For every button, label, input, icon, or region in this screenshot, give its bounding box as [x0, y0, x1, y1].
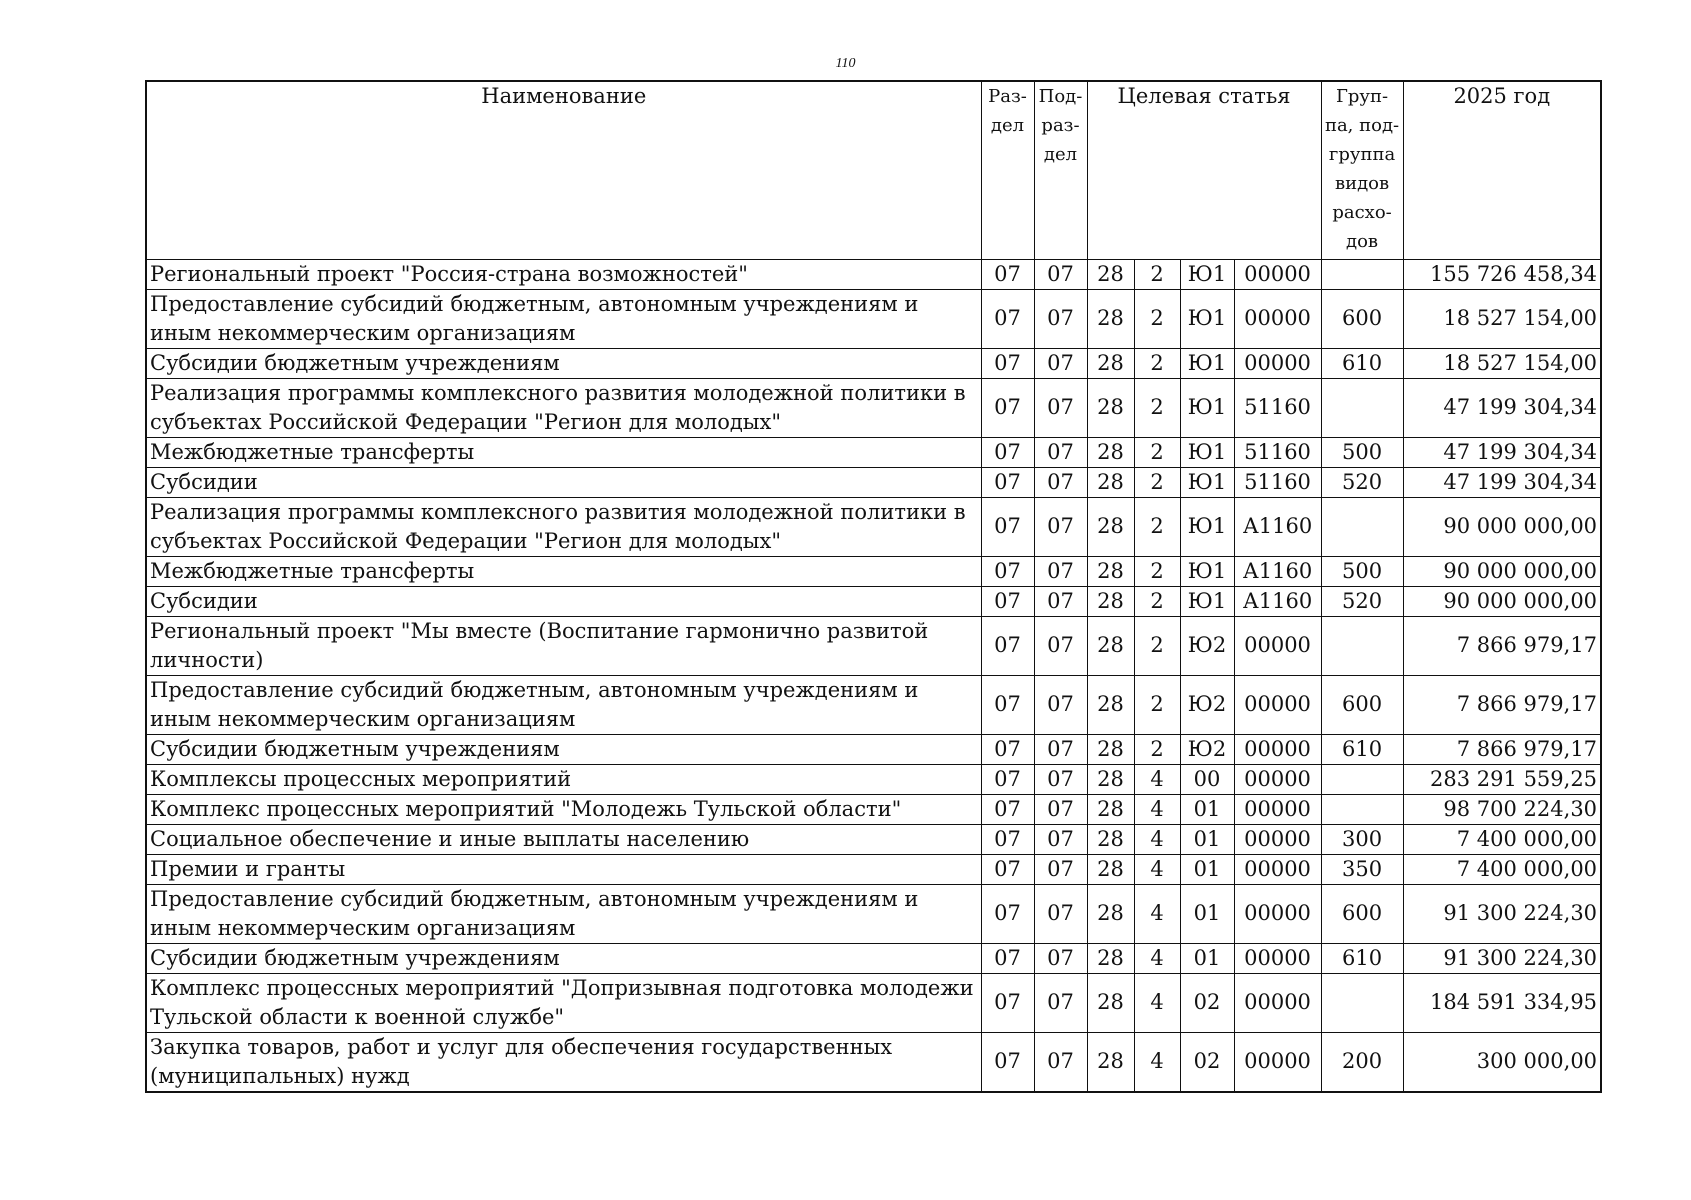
cell-cs1: 28 [1087, 289, 1134, 348]
cell-cs2: 4 [1134, 884, 1180, 943]
cell-name: Региональный проект "Мы вместе (Воспитание гармонично развитой личности) [146, 616, 981, 675]
header-expense-group: Груп-па, под-группа видов расхо-дов [1321, 81, 1403, 259]
cell-cs2: 4 [1134, 973, 1180, 1032]
cell-amount: 47 199 304,34 [1403, 378, 1601, 437]
cell-amount: 18 527 154,00 [1403, 348, 1601, 378]
cell-cs4: 00000 [1234, 973, 1321, 1032]
cell-name: Комплексы процессных мероприятий [146, 764, 981, 794]
cell-pr: 07 [1034, 973, 1087, 1032]
cell-rz: 07 [981, 1032, 1034, 1092]
cell-pr: 07 [1034, 497, 1087, 556]
cell-name: Межбюджетные трансферты [146, 556, 981, 586]
cell-cs1: 28 [1087, 943, 1134, 973]
cell-pr: 07 [1034, 854, 1087, 884]
table-row [146, 437, 1601, 467]
cell-cs1: 28 [1087, 348, 1134, 378]
cell-rz: 07 [981, 824, 1034, 854]
cell-cs1: 28 [1087, 1032, 1134, 1092]
cell-cs2: 2 [1134, 259, 1180, 289]
cell-name: Предоставление субсидий бюджетным, автономным учреждениям и иным некоммерческим организациям [146, 289, 981, 348]
cell-vr [1321, 259, 1403, 289]
cell-amount: 90 000 000,00 [1403, 556, 1601, 586]
cell-cs1: 28 [1087, 556, 1134, 586]
cell-vr: 520 [1321, 586, 1403, 616]
cell-vr: 500 [1321, 437, 1403, 467]
cell-pr: 07 [1034, 467, 1087, 497]
cell-name: Субсидии бюджетным учреждениям [146, 943, 981, 973]
cell-cs4: 00000 [1234, 764, 1321, 794]
cell-cs4: 00000 [1234, 884, 1321, 943]
cell-cs1: 28 [1087, 734, 1134, 764]
cell-cs3: 01 [1180, 943, 1234, 973]
cell-name: Закупка товаров, работ и услуг для обеспечения государственных (муниципальных) нужд [146, 1032, 981, 1092]
cell-vr: 610 [1321, 734, 1403, 764]
cell-rz: 07 [981, 854, 1034, 884]
cell-amount: 7 866 979,17 [1403, 616, 1601, 675]
cell-rz: 07 [981, 973, 1034, 1032]
cell-name: Предоставление субсидий бюджетным, автономным учреждениям и иным некоммерческим организациям [146, 884, 981, 943]
cell-cs3: Ю2 [1180, 616, 1234, 675]
cell-cs2: 2 [1134, 437, 1180, 467]
cell-amount: 98 700 224,30 [1403, 794, 1601, 824]
cell-cs3: 02 [1180, 973, 1234, 1032]
table-row [146, 884, 1601, 943]
cell-pr: 07 [1034, 734, 1087, 764]
table-row [146, 794, 1601, 824]
cell-amount: 7 400 000,00 [1403, 854, 1601, 884]
cell-vr: 600 [1321, 289, 1403, 348]
table-body [146, 259, 1601, 1092]
cell-vr: 600 [1321, 675, 1403, 734]
table-row [146, 586, 1601, 616]
cell-rz: 07 [981, 497, 1034, 556]
cell-cs2: 2 [1134, 497, 1180, 556]
cell-name: Региональный проект "Россия-страна возможностей" [146, 259, 981, 289]
page-number: 110 [835, 56, 856, 71]
cell-pr: 07 [1034, 764, 1087, 794]
cell-vr: 520 [1321, 467, 1403, 497]
cell-cs3: 01 [1180, 794, 1234, 824]
cell-name: Социальное обеспечение и иные выплаты населению [146, 824, 981, 854]
table-row [146, 259, 1601, 289]
cell-cs2: 2 [1134, 289, 1180, 348]
cell-cs4: 00000 [1234, 1032, 1321, 1092]
cell-vr [1321, 973, 1403, 1032]
cell-vr [1321, 616, 1403, 675]
cell-cs2: 4 [1134, 794, 1180, 824]
cell-amount: 47 199 304,34 [1403, 437, 1601, 467]
table-header-row [146, 81, 1601, 259]
budget-table [145, 80, 1602, 1093]
cell-rz: 07 [981, 734, 1034, 764]
cell-amount: 283 291 559,25 [1403, 764, 1601, 794]
cell-cs2: 4 [1134, 764, 1180, 794]
cell-cs3: 01 [1180, 824, 1234, 854]
cell-name: Субсидии [146, 586, 981, 616]
table-row [146, 824, 1601, 854]
cell-amount: 184 591 334,95 [1403, 973, 1601, 1032]
table-row [146, 497, 1601, 556]
cell-cs4: 51160 [1234, 437, 1321, 467]
cell-cs3: Ю1 [1180, 289, 1234, 348]
table-row [146, 289, 1601, 348]
cell-cs2: 4 [1134, 943, 1180, 973]
cell-vr [1321, 378, 1403, 437]
cell-cs1: 28 [1087, 616, 1134, 675]
table-row [146, 854, 1601, 884]
cell-pr: 07 [1034, 259, 1087, 289]
cell-cs1: 28 [1087, 378, 1134, 437]
table-row [146, 734, 1601, 764]
header-year: 2025 год [1403, 81, 1601, 259]
cell-cs2: 2 [1134, 675, 1180, 734]
table-row [146, 467, 1601, 497]
cell-name: Субсидии бюджетным учреждениям [146, 734, 981, 764]
cell-cs4: 00000 [1234, 348, 1321, 378]
table-row [146, 556, 1601, 586]
cell-cs3: Ю1 [1180, 259, 1234, 289]
cell-cs3: Ю1 [1180, 348, 1234, 378]
cell-vr: 200 [1321, 1032, 1403, 1092]
cell-name: Реализация программы комплексного развития молодежной политики в субъектах Российской Федерации "Регион для молодых" [146, 497, 981, 556]
table-row [146, 616, 1601, 675]
cell-vr: 600 [1321, 884, 1403, 943]
cell-cs4: 00000 [1234, 734, 1321, 764]
cell-cs3: 00 [1180, 764, 1234, 794]
table-row [146, 973, 1601, 1032]
cell-amount: 18 527 154,00 [1403, 289, 1601, 348]
cell-cs3: Ю2 [1180, 734, 1234, 764]
cell-cs4: 51160 [1234, 467, 1321, 497]
cell-rz: 07 [981, 467, 1034, 497]
cell-amount: 91 300 224,30 [1403, 943, 1601, 973]
table-row [146, 675, 1601, 734]
cell-name: Премии и гранты [146, 854, 981, 884]
table-row [146, 764, 1601, 794]
cell-vr [1321, 794, 1403, 824]
cell-pr: 07 [1034, 289, 1087, 348]
cell-name: Предоставление субсидий бюджетным, автономным учреждениям и иным некоммерческим организациям [146, 675, 981, 734]
cell-vr [1321, 497, 1403, 556]
cell-cs2: 2 [1134, 467, 1180, 497]
header-target-article: Целевая статья [1087, 81, 1321, 259]
cell-cs4: 00000 [1234, 289, 1321, 348]
cell-pr: 07 [1034, 675, 1087, 734]
cell-cs4: 00000 [1234, 616, 1321, 675]
cell-pr: 07 [1034, 378, 1087, 437]
cell-pr: 07 [1034, 884, 1087, 943]
cell-vr: 610 [1321, 348, 1403, 378]
cell-cs4: 00000 [1234, 675, 1321, 734]
cell-cs2: 2 [1134, 378, 1180, 437]
cell-amount: 7 866 979,17 [1403, 734, 1601, 764]
cell-cs1: 28 [1087, 675, 1134, 734]
cell-pr: 07 [1034, 348, 1087, 378]
cell-rz: 07 [981, 616, 1034, 675]
cell-cs2: 4 [1134, 1032, 1180, 1092]
cell-cs2: 2 [1134, 586, 1180, 616]
cell-name: Комплекс процессных мероприятий "Молодежь Тульской области" [146, 794, 981, 824]
cell-cs4: 00000 [1234, 794, 1321, 824]
cell-cs4: А1160 [1234, 497, 1321, 556]
table-row [146, 1032, 1601, 1092]
cell-cs3: Ю1 [1180, 467, 1234, 497]
cell-cs2: 2 [1134, 348, 1180, 378]
cell-cs4: 51160 [1234, 378, 1321, 437]
cell-cs2: 4 [1134, 824, 1180, 854]
cell-pr: 07 [1034, 586, 1087, 616]
table-row [146, 943, 1601, 973]
cell-cs3: 02 [1180, 1032, 1234, 1092]
cell-cs3: Ю2 [1180, 675, 1234, 734]
cell-name: Субсидии бюджетным учреждениям [146, 348, 981, 378]
cell-cs3: Ю1 [1180, 437, 1234, 467]
cell-vr: 350 [1321, 854, 1403, 884]
cell-cs3: 01 [1180, 884, 1234, 943]
table-row [146, 378, 1601, 437]
cell-cs3: Ю1 [1180, 586, 1234, 616]
cell-rz: 07 [981, 378, 1034, 437]
cell-name: Субсидии [146, 467, 981, 497]
cell-cs4: 00000 [1234, 259, 1321, 289]
header-subsection: Под-раз-дел [1034, 81, 1087, 259]
cell-amount: 90 000 000,00 [1403, 586, 1601, 616]
cell-cs1: 28 [1087, 259, 1134, 289]
cell-cs2: 2 [1134, 556, 1180, 586]
cell-rz: 07 [981, 884, 1034, 943]
cell-name: Межбюджетные трансферты [146, 437, 981, 467]
cell-cs4: А1160 [1234, 586, 1321, 616]
cell-cs1: 28 [1087, 437, 1134, 467]
cell-rz: 07 [981, 943, 1034, 973]
cell-cs1: 28 [1087, 973, 1134, 1032]
cell-amount: 155 726 458,34 [1403, 259, 1601, 289]
cell-cs4: А1160 [1234, 556, 1321, 586]
cell-cs1: 28 [1087, 497, 1134, 556]
cell-pr: 07 [1034, 794, 1087, 824]
cell-vr: 300 [1321, 824, 1403, 854]
header-section: Раз-дел [981, 81, 1034, 259]
cell-pr: 07 [1034, 943, 1087, 973]
cell-rz: 07 [981, 259, 1034, 289]
cell-amount: 47 199 304,34 [1403, 467, 1601, 497]
cell-pr: 07 [1034, 616, 1087, 675]
cell-cs3: Ю1 [1180, 556, 1234, 586]
cell-cs4: 00000 [1234, 943, 1321, 973]
cell-rz: 07 [981, 764, 1034, 794]
cell-amount: 90 000 000,00 [1403, 497, 1601, 556]
cell-pr: 07 [1034, 437, 1087, 467]
cell-pr: 07 [1034, 824, 1087, 854]
cell-rz: 07 [981, 675, 1034, 734]
cell-amount: 91 300 224,30 [1403, 884, 1601, 943]
cell-cs3: Ю1 [1180, 497, 1234, 556]
cell-cs4: 00000 [1234, 824, 1321, 854]
cell-cs1: 28 [1087, 884, 1134, 943]
cell-cs1: 28 [1087, 824, 1134, 854]
table-row [146, 348, 1601, 378]
cell-vr: 610 [1321, 943, 1403, 973]
cell-vr [1321, 764, 1403, 794]
cell-amount: 300 000,00 [1403, 1032, 1601, 1092]
cell-pr: 07 [1034, 1032, 1087, 1092]
cell-rz: 07 [981, 586, 1034, 616]
cell-cs1: 28 [1087, 586, 1134, 616]
cell-cs4: 00000 [1234, 854, 1321, 884]
cell-cs3: Ю1 [1180, 378, 1234, 437]
cell-rz: 07 [981, 556, 1034, 586]
cell-rz: 07 [981, 289, 1034, 348]
cell-vr: 500 [1321, 556, 1403, 586]
cell-amount: 7 866 979,17 [1403, 675, 1601, 734]
cell-pr: 07 [1034, 556, 1087, 586]
cell-cs2: 4 [1134, 854, 1180, 884]
cell-amount: 7 400 000,00 [1403, 824, 1601, 854]
cell-name: Комплекс процессных мероприятий "Допризывная подготовка молодежи Тульской области к военной службе" [146, 973, 981, 1032]
cell-rz: 07 [981, 348, 1034, 378]
cell-rz: 07 [981, 437, 1034, 467]
cell-cs1: 28 [1087, 467, 1134, 497]
cell-rz: 07 [981, 794, 1034, 824]
cell-cs1: 28 [1087, 794, 1134, 824]
header-name: Наименование [146, 81, 981, 259]
cell-cs2: 2 [1134, 616, 1180, 675]
cell-cs3: 01 [1180, 854, 1234, 884]
cell-cs1: 28 [1087, 764, 1134, 794]
cell-name: Реализация программы комплексного развития молодежной политики в субъектах Российской Федерации "Регион для молодых" [146, 378, 981, 437]
cell-cs1: 28 [1087, 854, 1134, 884]
cell-cs2: 2 [1134, 734, 1180, 764]
